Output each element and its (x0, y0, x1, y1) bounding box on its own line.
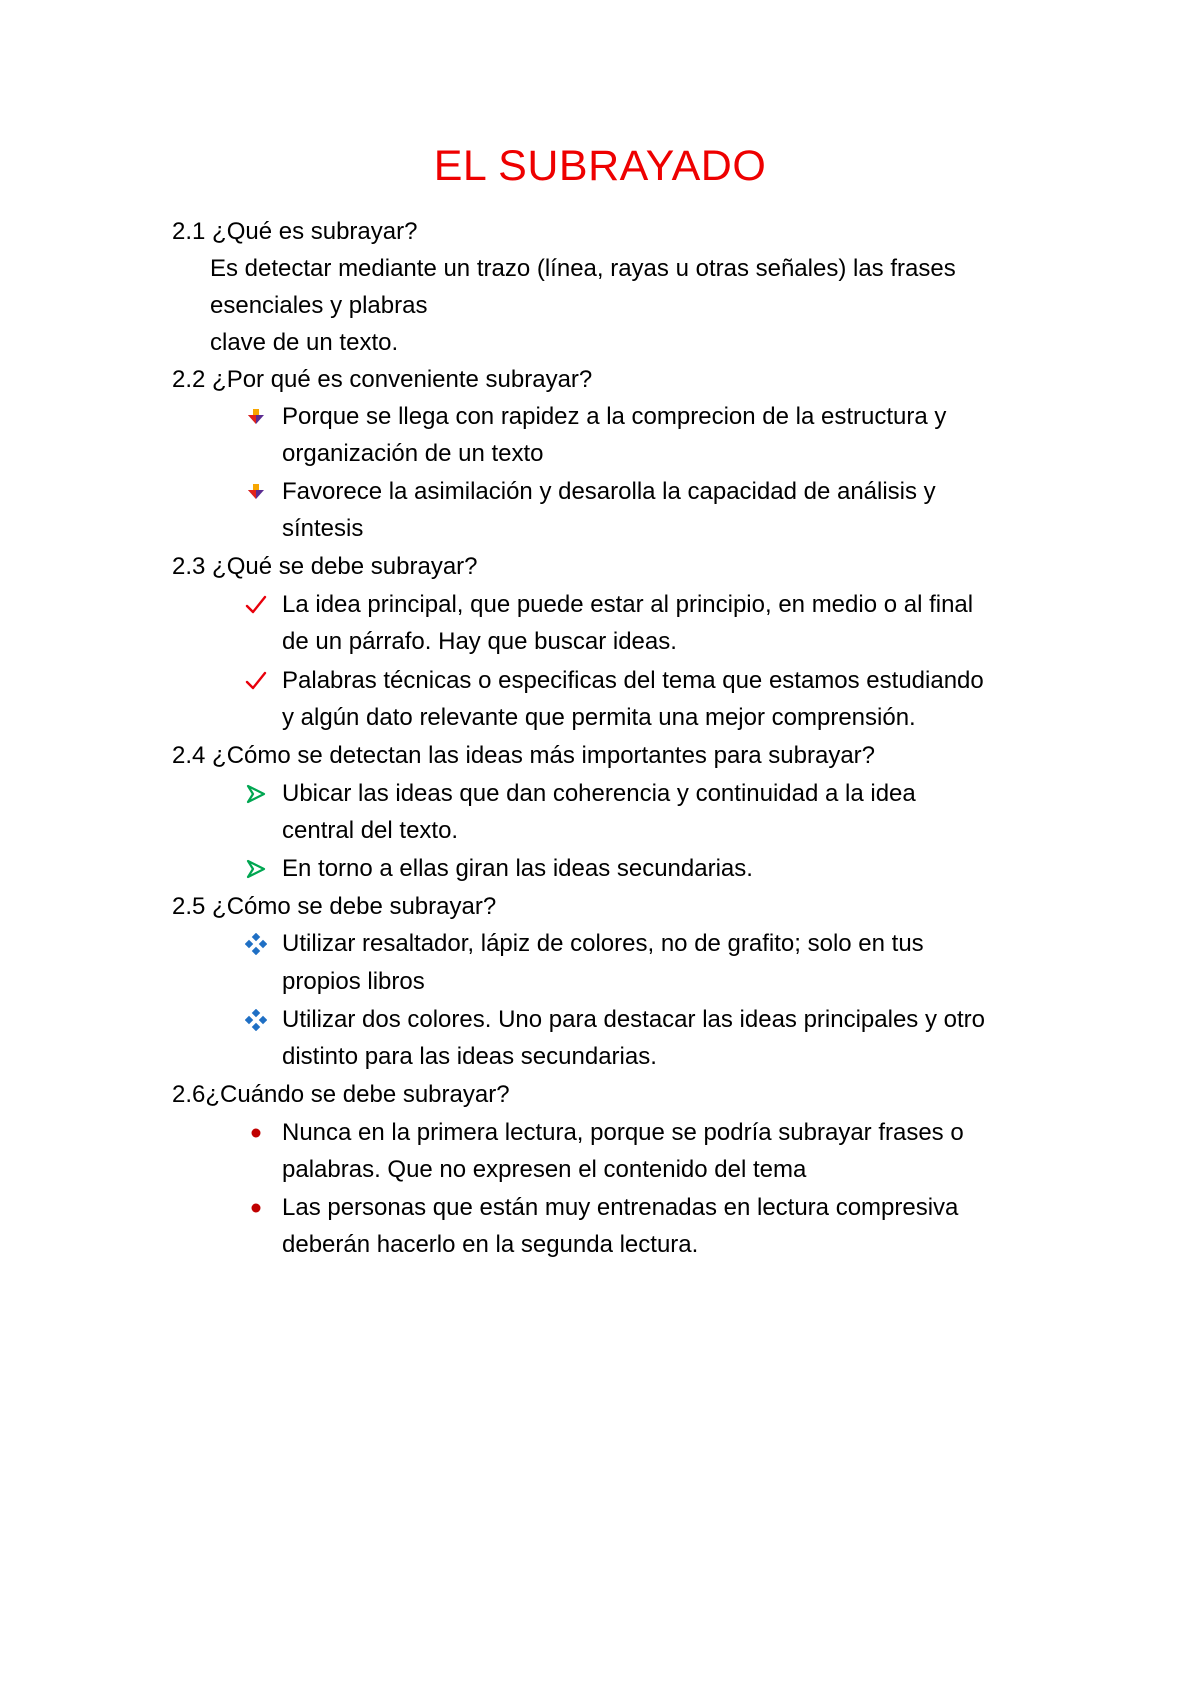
list-item-text: Porque se llega con rapidez a la comprecion de la estructura y (282, 403, 947, 430)
section-heading: 2.5 ¿Cómo se debe subrayar? (172, 893, 497, 920)
section-heading: 2.2 ¿Por qué es conveniente subrayar? (172, 366, 593, 393)
answer-line: Es detectar mediante un trazo (línea, rayas u otras señales) las frases (210, 255, 956, 282)
section-heading: 2.6¿Cuándo se debe subrayar? (172, 1081, 510, 1108)
section-heading: 2.4 ¿Cómo se detectan las ideas más importantes para subrayar? (172, 742, 876, 769)
dot-icon (243, 1117, 269, 1149)
list-item-text: Utilizar dos colores. Uno para destacar las ideas principales y otro (282, 1006, 985, 1033)
list-item-text: La idea principal, que puede estar al principio, en medio o al final (282, 591, 974, 618)
answer-line: clave de un texto. (210, 329, 399, 356)
list-item-text: Las personas que están muy entrenadas en lectura compresiva (282, 1194, 959, 1221)
list-item-text: Palabras técnicas o especificas del tema que estamos estudiando (282, 667, 984, 694)
list-item-text: síntesis (282, 515, 364, 542)
arrowhead-icon (243, 853, 269, 885)
list-item-text: distinto para las ideas secundarias. (282, 1043, 657, 1070)
list-item-text: central del texto. (282, 817, 459, 844)
answer-line: esenciales y plabras (210, 292, 428, 319)
multicolor-arrow-icon (243, 476, 269, 508)
list-item-text: palabras. Que no expresen el contenido del tema (282, 1156, 807, 1183)
checkmark-icon (243, 589, 269, 621)
list-item-text: organización de un texto (282, 440, 544, 467)
dot-icon (243, 1192, 269, 1224)
page-title: EL SUBRAYADO (433, 142, 767, 190)
list-item-text: propios libros (282, 968, 425, 995)
section-heading: 2.1 ¿Qué es subrayar? (172, 218, 418, 245)
list-item-text: y algún dato relevante que permita una mejor comprensión. (282, 704, 916, 731)
list-item-text: deberán hacerlo en la segunda lectura. (282, 1231, 699, 1258)
arrowhead-icon (243, 778, 269, 810)
list-item-text: Nunca en la primera lectura, porque se podría subrayar frases o (282, 1119, 964, 1146)
list-item-text: Utilizar resaltador, lápiz de colores, no de grafito; solo en tus (282, 930, 924, 957)
section-heading: 2.3 ¿Qué se debe subrayar? (172, 553, 478, 580)
checkmark-icon (243, 665, 269, 697)
diamond-icon (243, 928, 269, 960)
list-item-text: Favorece la asimilación y desarolla la capacidad de análisis y (282, 478, 936, 505)
multicolor-arrow-icon (243, 401, 269, 433)
list-item-text: En torno a ellas giran las ideas secundarias. (282, 855, 753, 882)
diamond-icon (243, 1004, 269, 1036)
list-item-text: Ubicar las ideas que dan coherencia y continuidad a la idea (282, 780, 916, 807)
list-item-text: de un párrafo. Hay que buscar ideas. (282, 628, 677, 655)
